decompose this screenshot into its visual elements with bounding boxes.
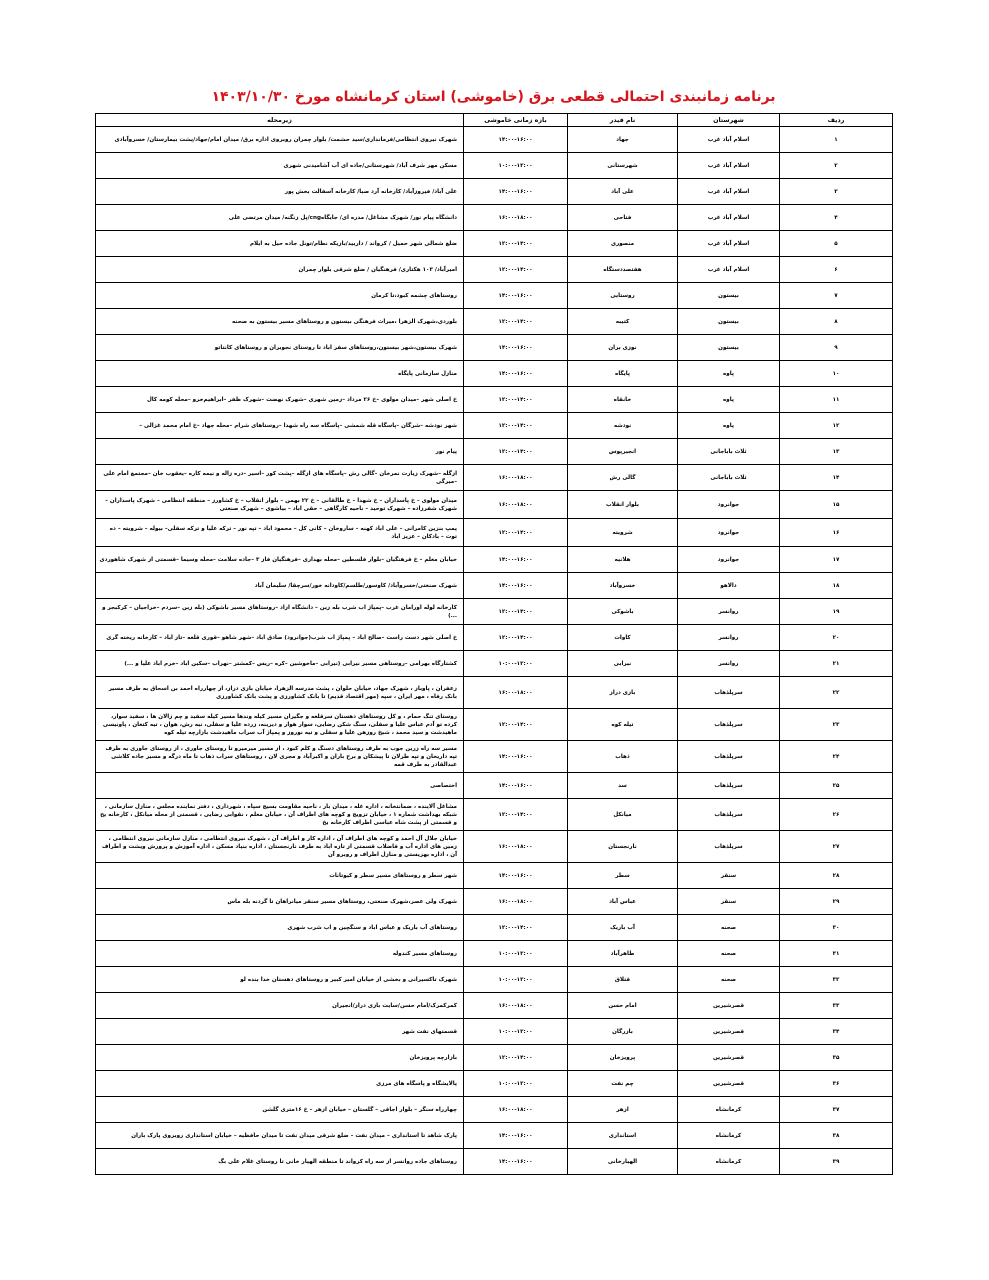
cell-index: ۳۱	[780, 941, 893, 967]
table-row	[96, 465, 893, 491]
table-row	[96, 491, 893, 519]
cell-time: ۱۶:۰۰-۱۸:۰۰	[464, 889, 568, 915]
table-row	[96, 257, 893, 283]
cell-feeder: خانقاه	[568, 387, 678, 413]
cell-area: شهرک نیروی انتظامی/فرمانداری/سید حشمت/ بلوار چمران روبروی اداره برق/ میدان امام/جهاد/پشت بیمارستان/ خسروآبادی	[96, 127, 464, 153]
cell-feeder: هفتصددستگاه	[568, 257, 678, 283]
table-row	[96, 179, 893, 205]
cell-feeder: پایگاه	[568, 361, 678, 387]
cell-time: ۱۴:۰۰-۱۶:۰۰	[464, 127, 568, 153]
cell-city: سرپلذهاب	[678, 709, 780, 741]
cell-feeder: پرویزخان	[568, 1045, 678, 1071]
cell-area: ضلع شمالی شهر حمیل / کرواند / داربید/بازیکه نظام/تونل جاده حیل به ایلام	[96, 231, 464, 257]
table-row	[96, 153, 893, 179]
table-row	[96, 741, 893, 773]
cell-area: دانشگاه پیام نور/ شهرک مشاغل/ مدره ای/ جایگاهcng/پل زنگنه/ میدان مرتضی علی	[96, 205, 464, 231]
cell-area: چهارراه سنگر – بلوار اجاقی – گلستان – خیابان ازهر – خ ۱۶متری گلشن	[96, 1097, 464, 1123]
table-row	[96, 387, 893, 413]
cell-feeder: باشوکی	[568, 599, 678, 625]
cell-feeder: نارنجستان	[568, 831, 678, 863]
table-row	[96, 773, 893, 799]
cell-area: امیرآباد/ ۱۰۳ هکتاری/ فرهنگیان / ضلع شرقی بلوار چمران	[96, 257, 464, 283]
cell-index: ۱۰	[780, 361, 893, 387]
cell-feeder: نوزی بران	[568, 335, 678, 361]
cell-time: ۱۶:۰۰-۱۸:۰۰	[464, 465, 568, 491]
cell-time: ۱۲:۰۰-۱۴:۰۰	[464, 257, 568, 283]
cell-city: صحنه	[678, 967, 780, 993]
cell-city: سنقر	[678, 863, 780, 889]
cell-index: ۳۴	[780, 1019, 893, 1045]
cell-time: ۱۲:۰۰-۱۴:۰۰	[464, 709, 568, 741]
cell-city: قصرشیرین	[678, 1045, 780, 1071]
table-row	[96, 599, 893, 625]
cell-feeder: سد	[568, 773, 678, 799]
cell-city: قصرشیرین	[678, 1019, 780, 1045]
cell-feeder: شرویته	[568, 519, 678, 547]
cell-time: ۱۲:۰۰-۱۴:۰۰	[464, 309, 568, 335]
cell-time: ۱۲:۰۰-۱۴:۰۰	[464, 625, 568, 651]
table-row	[96, 361, 893, 387]
cell-city: کرمانشاه	[678, 1097, 780, 1123]
table-row	[96, 127, 893, 153]
cell-city: سرپلذهاب	[678, 831, 780, 863]
cell-area: شهرک ولی عصر،شهرک صنعتی، روستاهای مسیر سنقر میانراهان تا گردنه بله ماس	[96, 889, 464, 915]
table-row	[96, 799, 893, 831]
cell-index: ۳	[780, 179, 893, 205]
cell-area: مسیر سه راه زرین جوب به طرف روستاهای دسنگ و کلم کبود ، از مسیر میرمیرو تا روستای جاوری ، از روستای جاوری به طرف تپه داریخان و تپه طرلان تا پیشکان و برج باران و اکبرآباد و مجری لان ، روستاهای سراب ذهاب تا ماه درگه و مسیر جاده کلاشی عبدالقادر به طرف قمه	[96, 741, 464, 773]
cell-feeder: ذهاب	[568, 741, 678, 773]
table-row	[96, 1123, 893, 1149]
cell-time: ۱۰:۰۰-۱۲:۰۰	[464, 651, 568, 677]
cell-time: ۱۶:۰۰-۱۸:۰۰	[464, 491, 568, 519]
cell-time: ۱۴:۰۰-۱۶:۰۰	[464, 773, 568, 799]
cell-index: ۱۸	[780, 573, 893, 599]
cell-city: جوانرود	[678, 491, 780, 519]
cell-city: قصرشیرین	[678, 993, 780, 1019]
cell-city: ثلاث باباجانی	[678, 439, 780, 465]
cell-time: ۱۲:۰۰-۱۴:۰۰	[464, 1045, 568, 1071]
cell-city: اسلام آباد غرب	[678, 127, 780, 153]
cell-city: پاوه	[678, 387, 780, 413]
table-row	[96, 993, 893, 1019]
cell-time: ۱۶:۰۰-۱۸:۰۰	[464, 677, 568, 709]
cell-area: روستای تنگ حمام ، و کل روستاهای دهستان سرقلعه و جگیران مسیر کیله وندها مسیر کیله سفید و چم زالان ها ، سفید سوار، کرده تو آدم عباس علیا و سفلی، سنگ شکن رضایی، سوار هوار و دیرینه، زرده علیا و سفلی، نیه رش، هوان ، تیه کتعان ، پاونیسی ماهیدشت و سید محمد ، شیخ روزهن علیا و سفلی و تیه نوروز و پمپاژ آب سراب ماهیدشت بازارچه تیله کوه	[96, 709, 464, 741]
cell-area: شهرک تاکسیرانی و بخشی از خیابان امیر کبیر و روستاهای دهستان خدا بنده لو	[96, 967, 464, 993]
table-row	[96, 709, 893, 741]
cell-city: سرپلذهاب	[678, 741, 780, 773]
cell-time: ۱۴:۰۰-۱۶:۰۰	[464, 361, 568, 387]
header-index: ردیف	[780, 114, 893, 127]
cell-city: صحنه	[678, 941, 780, 967]
cell-area: کارخانه لوله اورامان غرب –پمپاژ اب شرب بله زین – دانشگاه ازاد –روستاهای مسیر باشوکی (بله زین –سردم –خراجیان – کرکبجر و ...)	[96, 599, 464, 625]
cell-feeder: طاهرآباد	[568, 941, 678, 967]
cell-area: شهر سطر و روستاهای مسیر سطر و کیوتانات	[96, 863, 464, 889]
cell-city: بیستون	[678, 283, 780, 309]
cell-feeder: انجیرپوس	[568, 439, 678, 465]
cell-area: شهرک بیستون،شهر بیستون،روستاهای سفر اباد تا روستای نجوبران و روستاهای کانتاتو	[96, 335, 464, 361]
cell-index: ۳۳	[780, 993, 893, 1019]
cell-time: ۱۴:۰۰-۱۶:۰۰	[464, 335, 568, 361]
cell-time: ۱۰:۰۰-۱۲:۰۰	[464, 1019, 568, 1045]
cell-time: ۱۶:۰۰-۱۸:۰۰	[464, 1097, 568, 1123]
cell-area: شهر نودشه –شرگان –پاسگاه قله شمشی –پاسگاه سه راه شهدا –روستاهای شرام –محله جهاد –خ امام محمد غزالی –	[96, 413, 464, 439]
cell-index: ۲	[780, 153, 893, 179]
table-row	[96, 519, 893, 547]
cell-feeder: آب باریک	[568, 915, 678, 941]
cell-index: ۱۶	[780, 519, 893, 547]
table-row	[96, 309, 893, 335]
cell-city: سرپلذهاب	[678, 773, 780, 799]
cell-time: ۱۴:۰۰-۱۶:۰۰	[464, 283, 568, 309]
cell-city: بیستون	[678, 309, 780, 335]
cell-time: ۱۲:۰۰-۱۴:۰۰	[464, 915, 568, 941]
cell-feeder: قتلاق	[568, 967, 678, 993]
cell-city: قصرشیرین	[678, 1071, 780, 1097]
cell-area: روستاهای جاده روانسر از سه راه کرواند تا منطقه الهیار خانی تا روستای غلام علی بگ	[96, 1149, 464, 1175]
cell-city: کرمانشاه	[678, 1123, 780, 1149]
table-row	[96, 1019, 893, 1045]
cell-index: ۳۵	[780, 1045, 893, 1071]
cell-area: ازگله –شهرک زیارت نمرخان –گالی رش –پاسگاه های ازگله –پشت کور –اسیر –دره زاله و نیمه کاره –یعقوب خان –مجتمع امام علی –میرگی	[96, 465, 464, 491]
cell-time: ۱۴:۰۰-۱۶:۰۰	[464, 1149, 568, 1175]
table-row	[96, 439, 893, 465]
cell-index: ۵	[780, 231, 893, 257]
cell-area: پمپ بنزین کامرانی – علی اباد کهنه – ساروخان – کانی کل – محمود اباد – تپه نور – ترکه علیا و ترکه سفلی– بیوله – شرویته – ده توت – بادکان – عزیز اباد	[96, 519, 464, 547]
cell-city: ثلاث باباجانی	[678, 465, 780, 491]
cell-feeder: کتیبه	[568, 309, 678, 335]
cell-city: سرپلذهاب	[678, 799, 780, 831]
cell-area: اختصاصی	[96, 773, 464, 799]
cell-feeder: تیله کوه	[568, 709, 678, 741]
cell-city: دالاهو	[678, 573, 780, 599]
cell-city: پاوه	[678, 361, 780, 387]
cell-index: ۲۲	[780, 677, 893, 709]
cell-city: سرپلذهاب	[678, 677, 780, 709]
cell-feeder: خسروآباد	[568, 573, 678, 599]
cell-time: ۱۶:۰۰-۱۸:۰۰	[464, 831, 568, 863]
cell-index: ۳۶	[780, 1071, 893, 1097]
cell-index: ۶	[780, 257, 893, 283]
cell-time: ۱۲:۰۰-۱۴:۰۰	[464, 519, 568, 547]
cell-area: کشتارگاه بهرامی –روستاهی مسیر نیرابی (نیرابی –ماخوشین –کره –ریس –کمشتر –نهراب –سکین اباد –خرم اباد علیا و ...)	[96, 651, 464, 677]
cell-area: زعفران ، پاوباز ، شهرک جهاد، خیابان حلوان ، پشت مدرسه الزهرا، خیابان بازی دراز، از چهارراه احمد بن اسحاق به طرف مسیر بانک رفاه ، مهر ایران ، سپه (مهر اقتصاد قدیم) تا بانک کشاورزی و پشت بانک کشاورزی	[96, 677, 464, 709]
cell-area: قسمتهای نفت شهر	[96, 1019, 464, 1045]
cell-time: ۱۲:۰۰-۱۴:۰۰	[464, 387, 568, 413]
header-area: زیرمحله	[96, 114, 464, 127]
cell-time: ۱۲:۰۰-۱۴:۰۰	[464, 439, 568, 465]
cell-index: ۸	[780, 309, 893, 335]
header-city: شهرستان	[678, 114, 780, 127]
cell-index: ۱۵	[780, 491, 893, 519]
cell-time: ۱۶:۰۰-۱۸:۰۰	[464, 993, 568, 1019]
cell-area: منازل سازمانی پایگاه	[96, 361, 464, 387]
cell-time: ۱۲:۰۰-۱۴:۰۰	[464, 231, 568, 257]
cell-index: ۲۶	[780, 799, 893, 831]
cell-area: بلوردی،شهرک الزهرا ،میراث فرهنگی بیستون و روستاهای مسیر بیستون به صحنه	[96, 309, 464, 335]
cell-city: جوانرود	[678, 519, 780, 547]
cell-city: اسلام آباد غرب	[678, 179, 780, 205]
cell-area: بازارچه پرویزخان	[96, 1045, 464, 1071]
cell-area: میدان مولوی – خ پاسداران – خ شهدا – خ طالقانی – خ ۲۲ بهمن – بلوار انقلاب – خ کشاورز – منطقه انتظامی – شهرک پاسداران – شهرک شفرزاده – شهرک توحید – ناحیه کارگاهی – حقی اباد – بیاشوی – شهرک صنعتی	[96, 491, 464, 519]
cell-feeder: کاوات	[568, 625, 678, 651]
cell-feeder: امام حسن	[568, 993, 678, 1019]
cell-time: ۱۴:۰۰-۱۶:۰۰	[464, 863, 568, 889]
table-row	[96, 915, 893, 941]
table-row	[96, 283, 893, 309]
cell-feeder: شهرستانی	[568, 153, 678, 179]
cell-city: کرمانشاه	[678, 1149, 780, 1175]
cell-index: ۱۲	[780, 413, 893, 439]
cell-time: ۱۲:۰۰-۱۴:۰۰	[464, 413, 568, 439]
cell-time: ۱۰:۰۰-۱۲:۰۰	[464, 1071, 568, 1097]
cell-area: پیام نور	[96, 439, 464, 465]
cell-index: ۲۵	[780, 773, 893, 799]
cell-area: خیابان معلم – خ فرهنگیان –بلوار فلسطین –محله بهداری –فرهنگیان فاز ۳ –جاده سلامت –محله وسیما –قسمتی از شهرک شاهوردی	[96, 547, 464, 573]
cell-time: ۱۲:۰۰-۱۴:۰۰	[464, 799, 568, 831]
cell-area: روستاهای آب باریک و عباس اباد و سنگچین و اب شرب شهری	[96, 915, 464, 941]
cell-time: ۱۴:۰۰-۱۶:۰۰	[464, 1123, 568, 1149]
cell-city: اسلام آباد غرب	[678, 153, 780, 179]
cell-index: ۲۳	[780, 709, 893, 741]
cell-area: خ اصلی شهر –میدان مولوی –خ ۲۶ مرداد –زمین شهری –شهرک نهضت –شهرک ظفر –ابراهیم‌خرو –محله کومه کال	[96, 387, 464, 413]
cell-area: روستاهای مسیر کندوله	[96, 941, 464, 967]
cell-city: سنقر	[678, 889, 780, 915]
cell-feeder: الهیارخانی	[568, 1149, 678, 1175]
cell-feeder: عباس آباد	[568, 889, 678, 915]
cell-area: خ اصلی شهر دست راست –صالح اباد – پمپاژ اب شرب(جوانرود) صادق اباد –شهر شاهو –قوری قلعه –تاز اباد – کارخانه ریخته گری	[96, 625, 464, 651]
cell-feeder: فتاحی	[568, 205, 678, 231]
cell-city: بیستون	[678, 335, 780, 361]
cell-index: ۲۹	[780, 889, 893, 915]
header-feeder: نام فیدر	[568, 114, 678, 127]
cell-area: روستاهای چشمه کبود،تا کرمان	[96, 283, 464, 309]
cell-area: خیابان جلال آل احمد و کوچه های اطراف آن ، اداره کار و اطراف آن ، شهرک نیروی انتظامی ، منازل سازمانی نیروی انتظامی ، زمین های اداره آب و فاضلاب قسمتی از تازه اباد به طرف نارنجستان ، اداره بنیاد مسکن ، اداره آموزش و پرورش ویشت و اطراف آن ، اداره بهزیستی و منازل اطراف و روبرو آن	[96, 831, 464, 863]
table-row	[96, 1071, 893, 1097]
cell-area: پارک شاهد تا استانداری – میدان نفت – ضلع شرقی میدان نفت تا میدان حافظیه – خیابان استانداری روبروی پارک باران	[96, 1123, 464, 1149]
cell-time: ۱۴:۰۰-۱۶:۰۰	[464, 573, 568, 599]
cell-feeder: علی آباد	[568, 179, 678, 205]
cell-index: ۱۹	[780, 599, 893, 625]
cell-time: ۱۴:۰۰-۱۶:۰۰	[464, 547, 568, 573]
cell-index: ۲۰	[780, 625, 893, 651]
cell-index: ۳۸	[780, 1123, 893, 1149]
cell-city: صحنه	[678, 915, 780, 941]
cell-feeder: بازرگان	[568, 1019, 678, 1045]
cell-feeder: نیرابی	[568, 651, 678, 677]
cell-time: ۱۰:۰۰-۱۲:۰۰	[464, 967, 568, 993]
cell-area: مسکن مهر شرف آباد/ شهرستانی/جاده ای آب آشامیدنی شهری	[96, 153, 464, 179]
table-row	[96, 1045, 893, 1071]
cell-index: ۲۷	[780, 831, 893, 863]
cell-feeder: بازی دراز	[568, 677, 678, 709]
header-time: بازه زمانی خاموشی	[464, 114, 568, 127]
table-row	[96, 1149, 893, 1175]
table-row	[96, 413, 893, 439]
cell-city: اسلام آباد غرب	[678, 231, 780, 257]
cell-index: ۱۱	[780, 387, 893, 413]
cell-feeder: گالی رش	[568, 465, 678, 491]
cell-index: ۳۹	[780, 1149, 893, 1175]
table-row	[96, 889, 893, 915]
cell-time: ۱۰:۰۰-۱۲:۰۰	[464, 153, 568, 179]
cell-index: ۱۴	[780, 465, 893, 491]
cell-feeder: هلانیه	[568, 547, 678, 573]
cell-index: ۲۸	[780, 863, 893, 889]
cell-city: اسلام آباد غرب	[678, 257, 780, 283]
cell-feeder: ازهر	[568, 1097, 678, 1123]
cell-city: روانسر	[678, 599, 780, 625]
cell-index: ۲۱	[780, 651, 893, 677]
table-row	[96, 335, 893, 361]
cell-time: ۱۶:۰۰-۱۸:۰۰	[464, 205, 568, 231]
cell-time: ۱۴:۰۰-۱۶:۰۰	[464, 741, 568, 773]
cell-feeder: چم نفت	[568, 1071, 678, 1097]
table-row	[96, 625, 893, 651]
cell-index: ۴	[780, 205, 893, 231]
cell-index: ۱	[780, 127, 893, 153]
cell-index: ۱۳	[780, 439, 893, 465]
table-row	[96, 651, 893, 677]
cell-index: ۲۴	[780, 741, 893, 773]
outage-schedule-table	[95, 113, 893, 1175]
cell-city: پاوه	[678, 413, 780, 439]
cell-feeder: جهاد	[568, 127, 678, 153]
cell-index: ۱۷	[780, 547, 893, 573]
table-row	[96, 231, 893, 257]
page-title: برنامه زمانبندی احتمالی قطعی برق (خاموشی) استان کرمانشاه مورخ ۱۴۰۳/۱۰/۳۰	[211, 89, 776, 105]
cell-index: ۳۰	[780, 915, 893, 941]
cell-city: جوانرود	[678, 547, 780, 573]
cell-area: شهرک صنعتی/خسروآباد/ کاوسور/طلسم/کاودانه خور/سرچقا/ سلیمان آباد	[96, 573, 464, 599]
table-row	[96, 1097, 893, 1123]
cell-index: ۷	[780, 283, 893, 309]
cell-area: مشاغل آلاینده ، ضمانتخانه ، اداره غله ، میدان بار ، ناحیه مقاومت بسیج سپاه ، شهرداری ، دفتر نماینده مجلس ، منازل سازمانی ، شبکه بهداشت شماره ۱ ، خیابان تزویج و کوچه های اطراف آن ، خیابان معلم ، نقوابی رضایی ، قسمتی از محله میانکل ، کارخانه یخ و قسمتی از پشت شاه عباسی اطراف کارخانه یخ	[96, 799, 464, 831]
table-row	[96, 573, 893, 599]
cell-area: پالایشگاه و پاسگاه های مرزی	[96, 1071, 464, 1097]
cell-feeder: نودشه	[568, 413, 678, 439]
cell-time: ۱۰:۰۰-۱۲:۰۰	[464, 941, 568, 967]
cell-feeder: سطر	[568, 863, 678, 889]
table-row	[96, 941, 893, 967]
table-row	[96, 677, 893, 709]
cell-feeder: میانکل	[568, 799, 678, 831]
cell-feeder: استانداری	[568, 1123, 678, 1149]
table-row	[96, 831, 893, 863]
table-row	[96, 547, 893, 573]
cell-index: ۳۷	[780, 1097, 893, 1123]
cell-feeder: روستایی	[568, 283, 678, 309]
cell-city: روانسر	[678, 651, 780, 677]
cell-area: کمرکمرک/امام حسن/سایت بازی دراز/انجیران	[96, 993, 464, 1019]
cell-time: ۱۴:۰۰-۱۶:۰۰	[464, 179, 568, 205]
table-row	[96, 967, 893, 993]
table-row	[96, 863, 893, 889]
table-row	[96, 205, 893, 231]
table-header-row	[96, 114, 893, 127]
cell-city: اسلام آباد غرب	[678, 205, 780, 231]
cell-index: ۳۲	[780, 967, 893, 993]
cell-feeder: منصوری	[568, 231, 678, 257]
cell-time: ۱۲:۰۰-۱۴:۰۰	[464, 599, 568, 625]
cell-feeder: بلوار انقلاب	[568, 491, 678, 519]
cell-city: روانسر	[678, 625, 780, 651]
cell-index: ۹	[780, 335, 893, 361]
cell-area: علی آباد/ فیروزآباد/ کارخانه آرد صبا/ کارخانه آسفالت بخش پور	[96, 179, 464, 205]
